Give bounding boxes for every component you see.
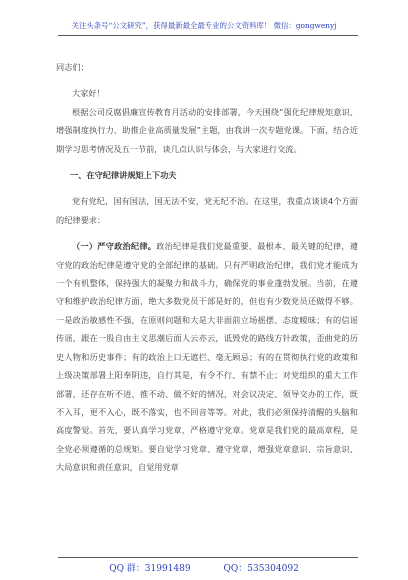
point-1-title: （一）严守政治纪律。 <box>72 241 157 252</box>
page-footer <box>0 561 408 574</box>
footer-qq-contact: QQ：535304092 <box>223 564 299 574</box>
footer-divider <box>58 557 358 558</box>
intro-paragraph: 根据公司反腐倡廉宣传教育月活动的安排部署，今天围绕“强化纪律规矩意识、增强制度执行力、助推企业高质量发展”主题，由我讲一次专题党课。下面，结合近期学习思考情况及五一节前，谈几点认识与体会，与大家进行交流。 <box>56 106 358 154</box>
salutation-greeting: 大家好！ <box>72 88 105 99</box>
spacer <box>56 229 358 237</box>
page-header: 关注头条号“公文研究”，获得最新最全最专业的公文资料库！ 微信：gongwenyj <box>71 21 337 30</box>
section-1-paragraph: 党有党纪，国有国法，国无法不安，党无纪不治。在这里，我重点谈谈4个方面的纪律要求： <box>56 196 358 225</box>
spacer <box>56 76 358 84</box>
section-heading-1: 一、在守纪律讲规矩上下功夫 <box>70 170 177 181</box>
footer-qq-group: QQ 群：31991489 <box>109 564 191 574</box>
spacer <box>56 184 358 192</box>
point-1-paragraph <box>56 237 358 476</box>
point-1-text: 政治纪律是我们党最重要、最根本、最关键的纪律，遵守党的政治纪律是遵守党的全部纪律的基础。只有严明政治纪律，我们党才能成为一个有机整体，保持强大的凝聚力和战斗力，确保党的事业蓬勃发展。当前，在遵守和维护政治纪律方面，绝大多数党员干部是好的，但也有少数党员还做得不够。一是政治敏感性不强，在原则问题和大是大非面前立场摇摆、态度暧昧；有的信谣传谣，跟在一股自由主义思潮后面人云亦云，诋毁党的路线方针政策，歪曲党的历史人物和历史事件；有的政治上口无遮拦、毫无顾忌；有的在贯彻执行党的政策和上级决策部署上阳奉阴违，自行其是，有令不行、有禁不止；对党组织的重大工作部署，还存在听不进、推不动、做不好的情况，对会议决定、领导交办的工作，既不入耳，更不入心，既不落实，也不回音等等。对此，我们必须保持清醒的头脑和高度警觉。首先，要认真学习党章、严格遵守党章。党章是我们党的最高章程，是全党必须遵循的总规矩。要自觉学习党章、遵守党章，增强党章意识、宗旨意识、大局意识和责任意识，自觉用党章 <box>56 241 358 473</box>
salutation-comrades: 同志们： <box>56 62 89 72</box>
document-body <box>56 58 358 477</box>
header-divider <box>58 35 358 36</box>
spacer <box>56 158 358 166</box>
